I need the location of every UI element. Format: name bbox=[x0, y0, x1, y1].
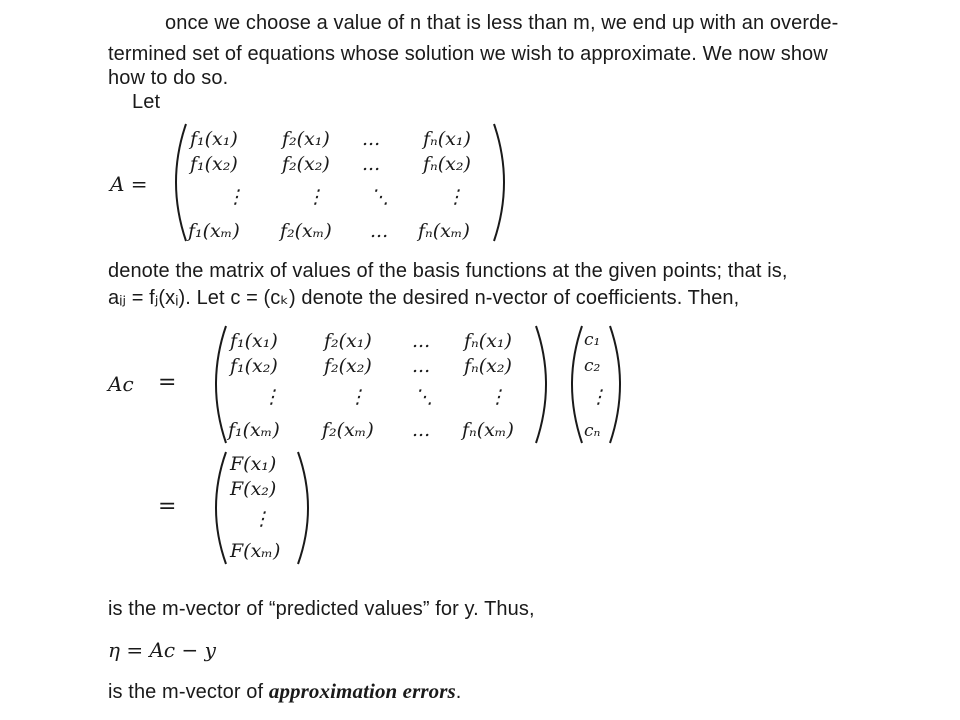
matrix-ac-cell-3-3: ⋱ bbox=[414, 386, 433, 408]
vector-f-right-paren bbox=[294, 448, 324, 568]
matrix-a-cell-4-3: ... bbox=[370, 220, 389, 242]
matrix-a-cell-3-2: ⋮ bbox=[306, 186, 325, 208]
matrix-ac-cell-3-2: ⋮ bbox=[348, 386, 367, 408]
matrix-ac-cell-3-1: ⋮ bbox=[262, 386, 281, 408]
matrix-ac-cell-2-1: f₁(x₂) bbox=[230, 355, 278, 377]
matrix-ac-cell-1-2: f₂(x₁) bbox=[324, 330, 372, 352]
equation-equals-2: = bbox=[158, 494, 177, 519]
vector-c-item-2: c₂ bbox=[584, 356, 601, 376]
equation-equals-1: = bbox=[158, 370, 177, 395]
matrix-a-cell-1-2: f₂(x₁) bbox=[282, 128, 330, 150]
matrix-ac-cell-4-4: fₙ(xₘ) bbox=[462, 419, 514, 441]
vector-f-left-paren bbox=[200, 448, 230, 568]
matrix-a-cell-2-1: f₁(x₂) bbox=[190, 153, 238, 175]
vector-c-left-paren bbox=[556, 322, 586, 447]
matrix-ac-cell-3-4: ⋮ bbox=[488, 386, 507, 408]
matrix-a-cell-2-3: ... bbox=[362, 153, 381, 175]
vector-f-item-3: ⋮ bbox=[252, 508, 271, 530]
matrix-ac-left-paren bbox=[200, 322, 230, 447]
matrix-a-cell-1-3: ... bbox=[362, 128, 381, 150]
matrix-a-cell-2-2: f₂(x₂) bbox=[282, 153, 330, 175]
vector-c-right-paren bbox=[606, 322, 636, 447]
paragraph-2-line-2: aᵢⱼ = fⱼ(xᵢ). Let c = (cₖ) denote the desired n-vector of coefficients. Then, bbox=[108, 287, 740, 309]
let-label: Let bbox=[132, 91, 161, 113]
paragraph-4-prefix: is the m-vector of bbox=[108, 681, 269, 703]
matrix-a-label: A = bbox=[110, 172, 148, 196]
matrix-ac-cell-4-2: f₂(xₘ) bbox=[322, 419, 374, 441]
vector-f-item-4: F(xₘ) bbox=[230, 540, 281, 562]
vector-c-item-4: cₙ bbox=[584, 421, 601, 441]
matrix-ac-cell-4-1: f₁(xₘ) bbox=[228, 419, 280, 441]
paragraph-1-line-2: termined set of equations whose solution we wish to approximate. We now show bbox=[108, 43, 828, 65]
vector-c-item-1: c₁ bbox=[584, 330, 601, 350]
matrix-a-cell-1-1: f₁(x₁) bbox=[190, 128, 238, 150]
matrix-a-cell-3-4: ⋮ bbox=[446, 186, 465, 208]
paragraph-2-line-1: denote the matrix of values of the basis functions at the given points; that is, bbox=[108, 260, 788, 282]
matrix-ac-cell-1-1: f₁(x₁) bbox=[230, 330, 278, 352]
paragraph-1-line-3: how to do so. bbox=[108, 67, 229, 89]
paragraph-3: is the m-vector of “predicted values” for y. Thus, bbox=[108, 598, 535, 620]
matrix-ac-cell-1-3: ... bbox=[412, 330, 431, 352]
matrix-a-cell-4-1: f₁(xₘ) bbox=[188, 220, 240, 242]
matrix-ac-cell-1-4: fₙ(x₁) bbox=[464, 330, 512, 352]
equation-ac-label: Ac bbox=[108, 372, 134, 396]
matrix-a-cell-4-2: f₂(xₘ) bbox=[280, 220, 332, 242]
matrix-a-cell-2-4: fₙ(x₂) bbox=[423, 153, 471, 175]
paragraph-4-emphasis: approximation errors bbox=[268, 679, 456, 703]
matrix-a-cell-4-4: fₙ(xₘ) bbox=[418, 220, 470, 242]
vector-f-item-2: F(x₂) bbox=[230, 478, 277, 500]
paragraph-4 bbox=[108, 680, 461, 703]
vector-c-item-3: ⋮ bbox=[589, 386, 608, 408]
vector-f-item-1: F(x₁) bbox=[230, 453, 277, 475]
paragraph-4-suffix: . bbox=[455, 681, 462, 703]
matrix-ac-cell-2-2: f₂(x₂) bbox=[324, 355, 372, 377]
matrix-ac-cell-2-3: ... bbox=[412, 355, 431, 377]
matrix-a-cell-3-1: ⋮ bbox=[226, 186, 245, 208]
matrix-a-cell-1-4: fₙ(x₁) bbox=[423, 128, 471, 150]
matrix-ac-cell-4-3: ... bbox=[412, 419, 431, 441]
matrix-a-cell-3-3: ⋱ bbox=[370, 186, 389, 208]
matrix-ac-cell-2-4: fₙ(x₂) bbox=[464, 355, 512, 377]
paragraph-1-line-1: once we choose a value of n that is less than m, we end up with an overde- bbox=[165, 12, 839, 34]
eta-equation: η = Ac − y bbox=[108, 638, 216, 662]
